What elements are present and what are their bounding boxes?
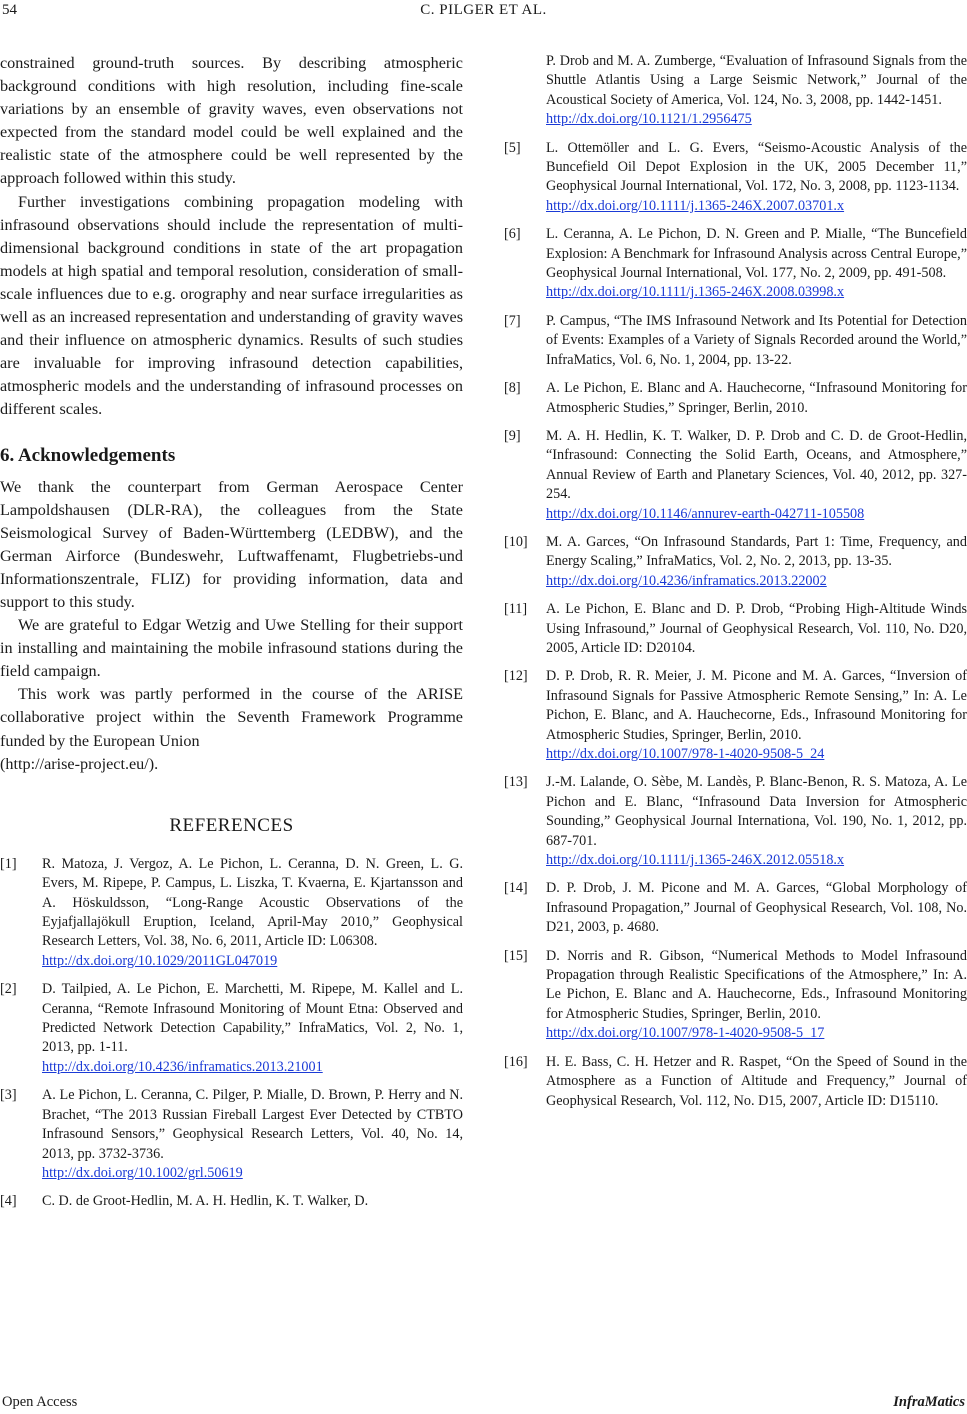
reference-text: A. Le Pichon, L. Ceranna, C. Pilger, P. Mialle, D. Brown, P. Herry and N. Brachet, “The 2013 Russian Fireball Largest Ever Detected by CTBTO Infrasound Sensors,” Geophysical Research Letters, Vol. 40, No. 14, 2013, pp. 3732-3736. [42,1087,463,1162]
reference-link[interactable]: http://dx.doi.org/10.1111/j.1365-246X.2007.03701.x [546,197,845,214]
section-title: 6. Acknowledgements [0,444,176,466]
reference-text: A. Le Pichon, E. Blanc and D. P. Drob, “Probing High-Altitude Winds Using Infrasound,” Journal of Geophysical Research, Vol. 110, No. D20, 2005, Article ID: D20104. [546,601,967,656]
reference-text: P. Drob and M. A. Zumberge, “Evaluation of Infrasound Signals from the Shuttle Atlantis Using a Large Seismic Network,” Journal of the Acoustical Society of America, Vol. 124, No. 3, 2008, pp. 1442-1451. [546,53,967,108]
left-column [0,52,463,1221]
reference-text: D. P. Drob, R. R. Meier, J. M. Picone and M. A. Garces, “Inversion of Infrasound Signals for Passive Atmospheric Remote Sensing,” In: A. Le Pichon, E. Blanc, and A. Hauchecorne, Eds., Infrasound Monitoring for Atmospheric Studies, Springer, Berlin, 2010. [546,668,967,743]
reference-entry [504,139,967,217]
reference-entry [504,379,967,418]
reference-entry [504,533,967,591]
reference-number: [15] [504,947,528,964]
reference-number: [14] [504,880,528,897]
reference-number [504,52,546,130]
reference-text: L. Ottemöller and L. G. Evers, “Seismo-Acoustic Analysis of the Buncefield Oil Depot Explosion in the UK, 2005 December 11,” Geophysical Journal International, Vol. 172, No. 3, 2008, pp. 1123-1134. [546,139,967,195]
reference-link[interactable]: http://dx.doi.org/10.4236/inframatics.2013.21001 [42,1058,323,1075]
reference-link[interactable]: http://dx.doi.org/10.1146/annurev-earth-042711-105508 [546,505,865,522]
reference-entry [504,52,967,130]
reference-link[interactable]: http://dx.doi.org/10.4236/inframatics.2013.22002 [546,572,827,589]
reference-text: H. E. Bass, C. H. Hetzer and R. Raspet, “On the Speed of Sound in the Atmosphere as a Function of Altitude and Frequency,” Journal of Geophysical Research, Vol. 112, No. D15, 2007, Article ID: D15110. [546,1053,967,1109]
reference-number: [8] [504,380,521,397]
reference-entry [504,773,967,870]
reference-number: [7] [504,312,521,329]
ack-paragraph: This work was partly performed in the course of the ARISE collaborative project within the Seventh Framework Programme funded by the European Union [0,685,463,750]
right-column [504,52,967,1120]
reference-number: [10] [504,533,528,550]
reference-text: D. Tailpied, A. Le Pichon, E. Marchetti, M. Ripepe, M. Kallel and L. Ceranna, “Remote Infrasound Monitoring of Mount Etna: Observed and Predicted Network Detection Capability,” InfraMatics, Vol. 2, No. 1, 2013, pp. 1-11. [42,981,463,1056]
page-header [0,2,967,24]
reference-entry [504,600,967,658]
reference-number: [2] [0,981,17,998]
page-number: 54 [2,2,17,18]
footer-open-access: Open Access [2,1394,78,1410]
running-head: C. PILGER ET AL. [420,2,547,18]
reference-number: [6] [504,226,521,243]
reference-text: R. Matoza, J. Vergoz, A. Le Pichon, L. Ceranna, D. N. Green, L. G. Evers, M. Ripepe, P. Campus, L. Liszka, T. Kvaerna, E. Kjartansson and A. Höskuldsson, “Long-Range Acoustic Observations of the Eyjafjallajökull Eruption, Iceland, April-May 2010,” Geophysical Research Letters, Vol. 38, No. 6, 2011, Article ID: L06308. [42,855,463,950]
reference-entry [0,1192,463,1211]
reference-link[interactable]: http://dx.doi.org/10.1111/j.1365-246X.2008.03998.x [546,284,845,301]
reference-number: [13] [504,774,528,791]
reference-number: [11] [504,601,528,618]
reference-link[interactable]: http://dx.doi.org/10.1007/978-1-4020-9508-5_17 [546,1025,825,1042]
reference-link[interactable]: http://dx.doi.org/10.1007/978-1-4020-9508-5_24 [546,746,825,762]
reference-entry [504,947,967,1044]
reference-entry [504,312,967,370]
body-paragraph: constrained ground-truth sources. By describing atmospheric background conditions with high resolution, including fine-scale variations by an ensemble of gravity waves, even observations not expected from the standard model could be well explained and the realistic state of the atmosphere could be well represented by the approach followed within this study. [0,54,463,188]
reference-entry [0,1086,463,1183]
reference-text: J.-M. Lalande, O. Sèbe, M. Landès, P. Blanc-Benon, R. S. Matoza, A. Le Pichon and E. Blanc, “Infrasound Data Inversion for Atmospheric Sounding,” Geophysical Journal Internationa, Vol. 190, No. 1, 2012, pp. 687-701. [546,774,967,849]
footer-journal-name: InfraMatics [893,1394,965,1410]
reference-entry [504,667,967,764]
body-paragraph: Further investigations combining propagation modeling with infrasound observations should include the representation of multi-dimensional background conditions in state of the art propagation models at high spatial and temporal resolution, consideration of small-scale influences due to e.g. orography and near surface irregularities as well as an increased representation and understanding of gravity waves and their influence on atmospheric dynamics. Results of such studies are invaluable for improving infrasound detection capabilities, atmospheric models and the understanding of infrasound processes on different scales. [0,192,463,419]
reference-number: [16] [504,1053,528,1070]
reference-entry [504,879,967,937]
reference-number: [4] [0,1193,17,1210]
reference-entry [504,225,967,303]
reference-link[interactable]: http://dx.doi.org/10.1029/2011GL047019 [42,952,278,969]
reference-number: [9] [504,427,521,444]
reference-entry [0,855,463,971]
reference-link[interactable]: http://dx.doi.org/10.1002/grl.50619 [42,1164,243,1181]
reference-entry [504,1053,967,1111]
reference-text: L. Ceranna, A. Le Pichon, D. N. Green and P. Mialle, “The Buncefield Explosion: A Benchmark for Infrasound Analysis across Central Europe,” Geophysical Journal International, Vol. 177, No. 2, 2009, pp. 491-508. [546,226,967,282]
ack-paragraph: We thank the counterpart from German Aerospace Center Lampoldshausen (DLR-RA), the colleagues from the State Seismological Survey of Baden-Württemberg (LEDBW), and the German Airforce (Bundeswehr, Luftwaffenamt, Flugbetriebs-und Informationszentrale, FLIZ) for providing information, data and support to this study. [0,477,463,611]
reference-text: A. Le Pichon, E. Blanc and A. Hauchecorne, “Infrasound Monitoring for Atmospheric Studies,” Springer, Berlin, 2010. [546,380,967,416]
reference-link[interactable]: http://dx.doi.org/10.1121/1.2956475 [546,111,752,128]
reference-entry [0,980,463,1077]
reference-link[interactable]: http://dx.doi.org/10.1111/j.1365-246X.2012.05518.x [546,852,845,869]
references-title: REFERENCES [169,814,294,836]
reference-text: M. A. Garces, “On Infrasound Standards, Part 1: Time, Frequency, and Energy Scaling,” InfraMatics, Vol. 2, No. 2, 2013, pp. 13-35. [546,533,967,570]
reference-text: D. P. Drob, J. M. Picone and M. A. Garces, “Global Morphology of Infrasound Propagation,” Journal of Geophysical Research, Vol. 108, No. D21, 2003, p. 4680. [546,880,967,936]
reference-number: [1] [0,855,17,872]
ack-paragraph: We are grateful to Edgar Wetzig and Uwe Stelling for their support in installing and maintaining the mobile infrasound stations during the field campaign. [0,616,463,681]
reference-number: [3] [0,1087,17,1104]
reference-text: P. Campus, “The IMS Infrasound Network and Its Potential for Detection of Events: Examples of a Variety of Signals Recorded around the World,” InfraMatics, Vol. 6, No. 1, 2004, pp. 13-22. [546,312,967,368]
reference-text: M. A. H. Hedlin, K. T. Walker, D. P. Drob and C. D. de Groot-Hedlin, “Infrasound: Connecting the Solid Earth, Oceans, and Atmosphere,” Annual Review of Earth and Planetary Sciences, Vol. 40, 2012, pp. 327-254. [546,427,967,503]
ack-url: (http://arise-project.eu/). [0,754,159,773]
reference-text: D. Norris and R. Gibson, “Numerical Methods to Model Infrasound Propagation through Realistic Specifications of the Atmosphere,” In: A. Le Pichon, E. Blanc and A. Hauchecorne, Eds., Infrasound Monitoring for Atmospheric Studies, Springer, Berlin, 2010. [546,947,967,1022]
reference-entry [504,427,967,524]
reference-number: [12] [504,668,528,685]
reference-number: [5] [504,139,521,156]
reference-text: C. D. de Groot-Hedlin, M. A. H. Hedlin, K. T. Walker, D. [42,1193,369,1210]
